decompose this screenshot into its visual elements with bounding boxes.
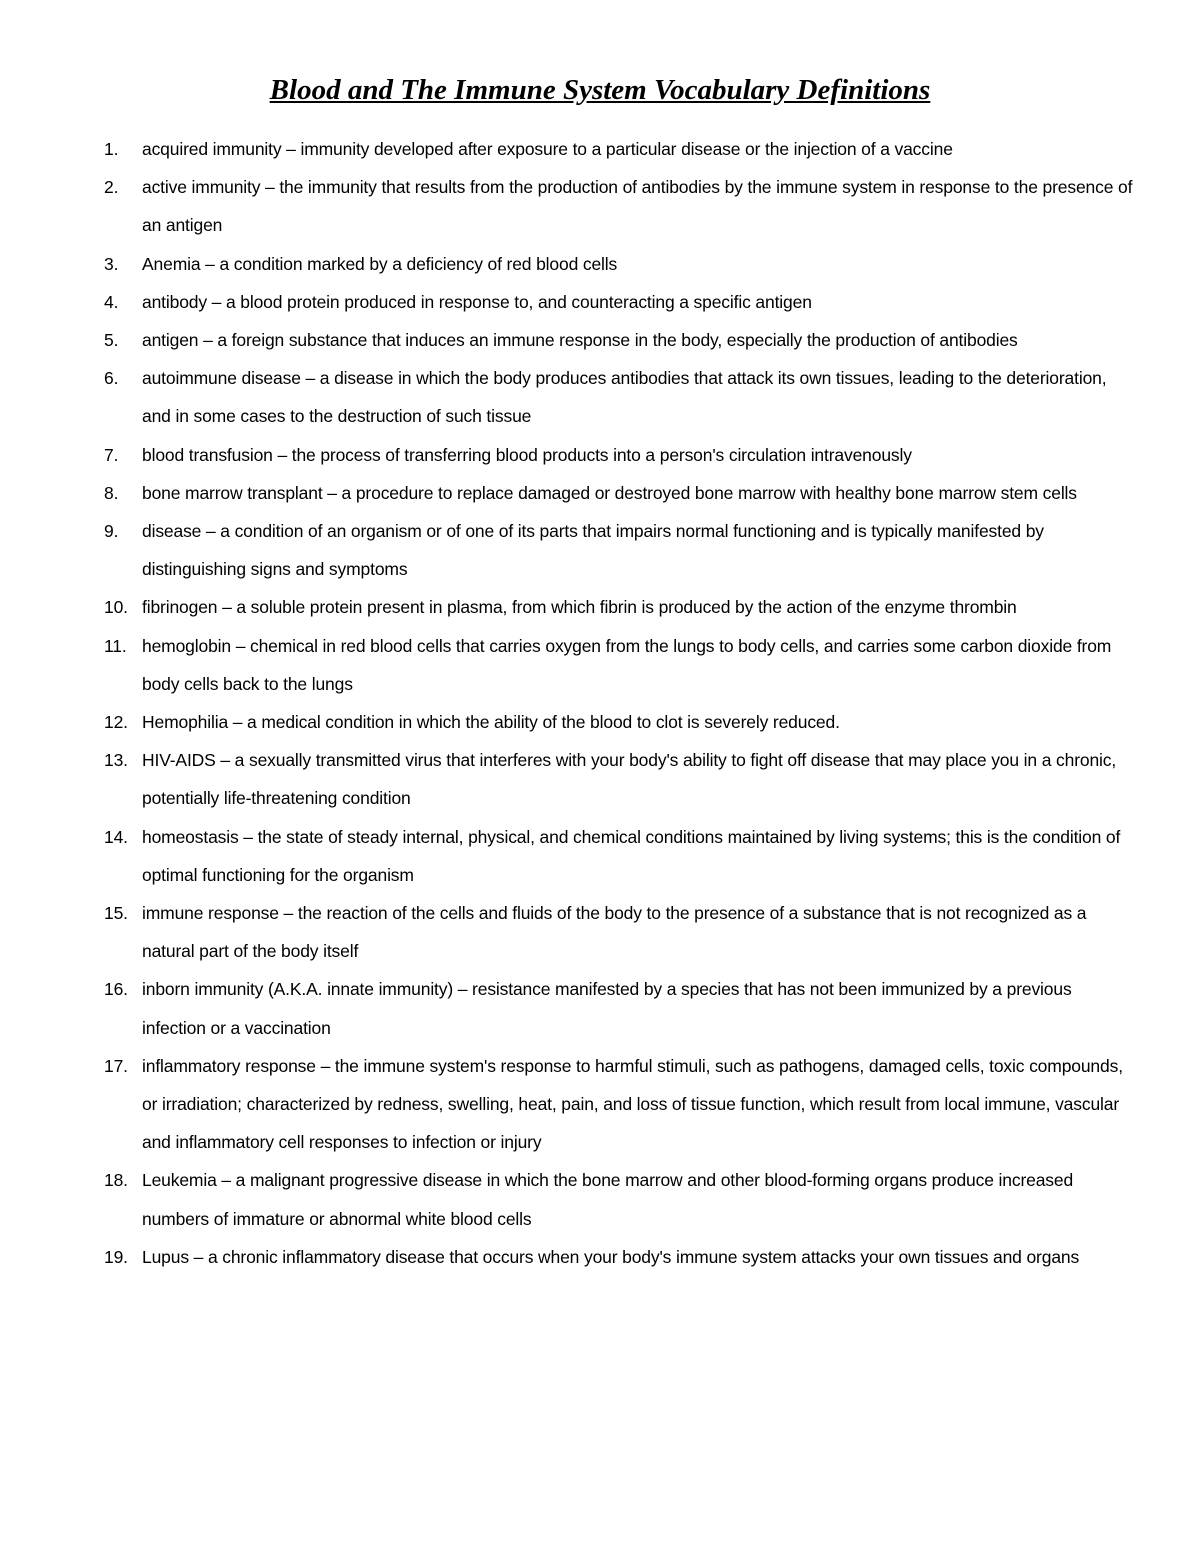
list-item: [104, 1238, 1134, 1276]
item-number: 15.: [104, 903, 128, 924]
item-number: 7.: [104, 444, 119, 465]
item-definition: homeostasis – the state of steady internal, physical, and chemical conditions maintained by living systems; this is the condition of optimal functioning for the organism: [142, 826, 1121, 885]
list-item: [104, 1047, 1134, 1162]
item-number: 5.: [104, 330, 119, 351]
list-item: [104, 168, 1134, 244]
item-number: 14.: [104, 826, 128, 847]
list-item: [104, 359, 1134, 435]
item-definition: Anemia – a condition marked by a deficiency of red blood cells: [142, 253, 618, 274]
item-definition: inflammatory response – the immune system's response to harmful stimuli, such as pathogens, damaged cells, toxic compounds, or irradiation; characterized by redness, swelling, heat, pain, and loss of tissue function, which result from local immune, vascular and inflammatory cell responses to infection or injury: [142, 1055, 1123, 1153]
item-definition: inborn immunity (A.K.A. innate immunity) – resistance manifested by a species that has not been immunized by a previous infection or a vaccination: [142, 979, 1072, 1038]
item-definition: antigen – a foreign substance that induces an immune response in the body, especially the production of antibodies: [142, 330, 1018, 351]
list-item: [104, 130, 1134, 168]
list-item: [104, 474, 1134, 512]
item-definition: bone marrow transplant – a procedure to replace damaged or destroyed bone marrow with healthy bone marrow stem cells: [142, 482, 1077, 503]
item-definition: blood transfusion – the process of transferring blood products into a person's circulation intravenously: [142, 444, 912, 465]
item-number: 2.: [104, 177, 119, 198]
list-item: [104, 741, 1134, 817]
list-item: [104, 818, 1134, 894]
item-number: 13.: [104, 750, 128, 771]
item-number: 19.: [104, 1246, 128, 1267]
list-item: [104, 436, 1134, 474]
item-number: 12.: [104, 712, 128, 733]
item-number: 18.: [104, 1170, 128, 1191]
item-number: 16.: [104, 979, 128, 1000]
item-number: 6.: [104, 368, 119, 389]
item-number: 11.: [104, 635, 127, 656]
item-definition: autoimmune disease – a disease in which the body produces antibodies that attack its own tissues, leading to the deterioration, and in some cases to the destruction of such tissue: [142, 368, 1107, 427]
list-item: [104, 970, 1134, 1046]
list-item: [104, 321, 1134, 359]
item-number: 9.: [104, 521, 119, 542]
list-item: [104, 627, 1134, 703]
item-number: 17.: [104, 1055, 128, 1076]
item-definition: fibrinogen – a soluble protein present in plasma, from which fibrin is produced by the action of the enzyme thrombin: [142, 597, 1017, 618]
item-number: 1.: [104, 139, 119, 159]
item-definition: antibody – a blood protein produced in response to, and counteracting a specific antigen: [142, 291, 812, 312]
list-item: [104, 512, 1134, 588]
item-definition: Leukemia – a malignant progressive disease in which the bone marrow and other blood-forming organs produce increased numbers of immature or abnormal white blood cells: [142, 1170, 1074, 1229]
item-definition: disease – a condition of an organism or of one of its parts that impairs normal functioning and is typically manifested by distinguishing signs and symptoms: [142, 521, 1044, 580]
item-definition: Hemophilia – a medical condition in which the ability of the blood to clot is severely reduced.: [142, 712, 840, 733]
list-item: [104, 283, 1134, 321]
item-definition: acquired immunity – immunity developed after exposure to a particular disease or the injection of a vaccine: [142, 139, 953, 159]
item-definition: Lupus – a chronic inflammatory disease that occurs when your body's immune system attacks your own tissues and organs: [142, 1246, 1080, 1267]
item-number: 10.: [104, 597, 128, 618]
item-definition: HIV-AIDS – a sexually transmitted virus that interferes with your body's ability to fight off disease that may place you in a chronic, potentially life-threatening condition: [142, 750, 1117, 809]
item-number: 8.: [104, 482, 119, 503]
list-item: [104, 588, 1134, 626]
list-item: [104, 703, 1134, 741]
list-item: [104, 1161, 1134, 1237]
item-definition: active immunity – the immunity that results from the production of antibodies by the immune system in response to the presence of an antigen: [142, 177, 1133, 236]
item-definition: hemoglobin – chemical in red blood cells that carries oxygen from the lungs to body cells, and carries some carbon dioxide from body cells back to the lungs: [142, 635, 1112, 694]
list-item: [104, 894, 1134, 970]
vocabulary-list: [104, 130, 1134, 1276]
list-item: [104, 245, 1134, 283]
document-title: Blood and The Immune System Vocabulary Definitions: [269, 74, 931, 106]
item-number: 3.: [104, 253, 119, 274]
item-number: 4.: [104, 291, 119, 312]
item-definition: immune response – the reaction of the cells and fluids of the body to the presence of a substance that is not recognized as a natural part of the body itself: [142, 903, 1087, 962]
